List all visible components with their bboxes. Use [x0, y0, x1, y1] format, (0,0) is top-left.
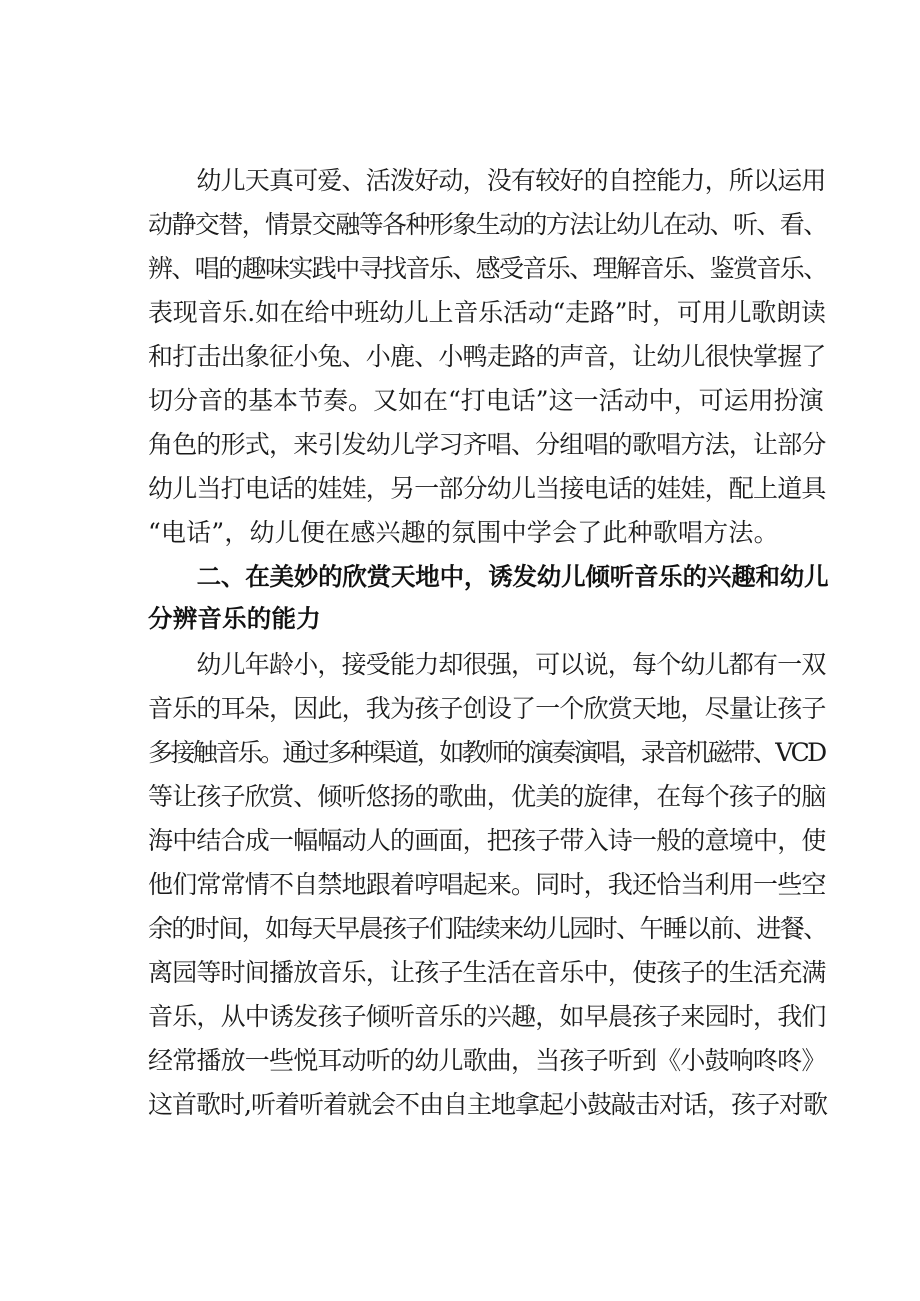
paragraph2-line-4: 等让孩子欣赏、倾听悠扬的歌曲，优美的旋律，在每个孩子的脑	[148, 782, 826, 811]
paragraph1-line-5: 和打击出象征小兔、小鹿、小鸭走路的声音，让幼儿很快掌握了	[148, 342, 826, 371]
paragraph2-line-2: 音乐的耳朵，因此，我为孩子创设了一个欣赏天地，尽量让孩子	[148, 694, 826, 723]
paragraph1-line-6: 切分音的基本节奏。又如在“打电话”这一活动中，可运用扮演	[148, 386, 824, 415]
paragraph2-line-11: 这首歌时,听着听着就会不由自主地拿起小鼓敲击对话，孩子对歌	[148, 1090, 827, 1119]
section-heading-line-2: 分辨音乐的能力	[148, 604, 321, 633]
paragraph1-line-3: 辨、唱的趣味实践中寻找音乐、感受音乐、理解音乐、鉴赏音乐、	[148, 254, 827, 283]
paragraph1-line-2: 动静交替，情景交融等各种形象生动的方法让幼儿在动、听、看、	[148, 210, 827, 239]
paragraph1-line-4: 表现音乐.如在给中班幼儿上音乐活动“走路”时，可用儿歌朗读	[148, 298, 826, 327]
paragraph2-line-5: 海中结合成一幅幅动人的画面，把孩子带入诗一般的意境中，使	[148, 826, 826, 855]
paragraph2-line-9: 音乐，从中诱发孩子倾听音乐的兴趣，如早晨孩子来园时，我们	[148, 1002, 826, 1031]
paragraph1-line-8: 幼儿当打电话的娃娃，另一部分幼儿当接电话的娃娃，配上道具	[148, 474, 826, 503]
paragraph2-line-6: 他们常常情不自禁地跟着哼唱起来。同时，我还恰当利用一些空	[148, 870, 826, 899]
paragraph1-line-7: 角色的形式，来引发幼儿学习齐唱、分组唱的歌唱方法，让部分	[148, 430, 826, 459]
paragraph1-line-9: “电话”，幼儿便在感兴趣的氛围中学会了此种歌唱方法。	[148, 518, 779, 547]
paragraph1-line-1: 幼儿天真可爱、活泼好动，没有较好的自控能力，所以运用	[148, 166, 826, 195]
paragraph2-line-1: 幼儿年龄小，接受能力却很强，可以说，每个幼儿都有一双	[148, 650, 826, 679]
paragraph2-line-8: 离园等时间播放音乐，让孩子生活在音乐中，使孩子的生活充满	[148, 958, 826, 987]
paragraph2-line-3: 多接触音乐。通过多种渠道，如教师的演奏演唱，录音机磁带、VCD	[148, 738, 825, 767]
section-heading-line-1: 二、在美妙的欣赏天地中，诱发幼儿倾听音乐的兴趣和幼儿	[148, 562, 829, 591]
paragraph2-line-7: 余的时间，如每天早晨孩子们陆续来幼儿园时、午睡以前、进餐、	[148, 914, 827, 943]
paragraph2-line-10: 经常播放一些悦耳动听的幼儿歌曲，当孩子听到《小鼓响咚咚》	[148, 1046, 826, 1075]
